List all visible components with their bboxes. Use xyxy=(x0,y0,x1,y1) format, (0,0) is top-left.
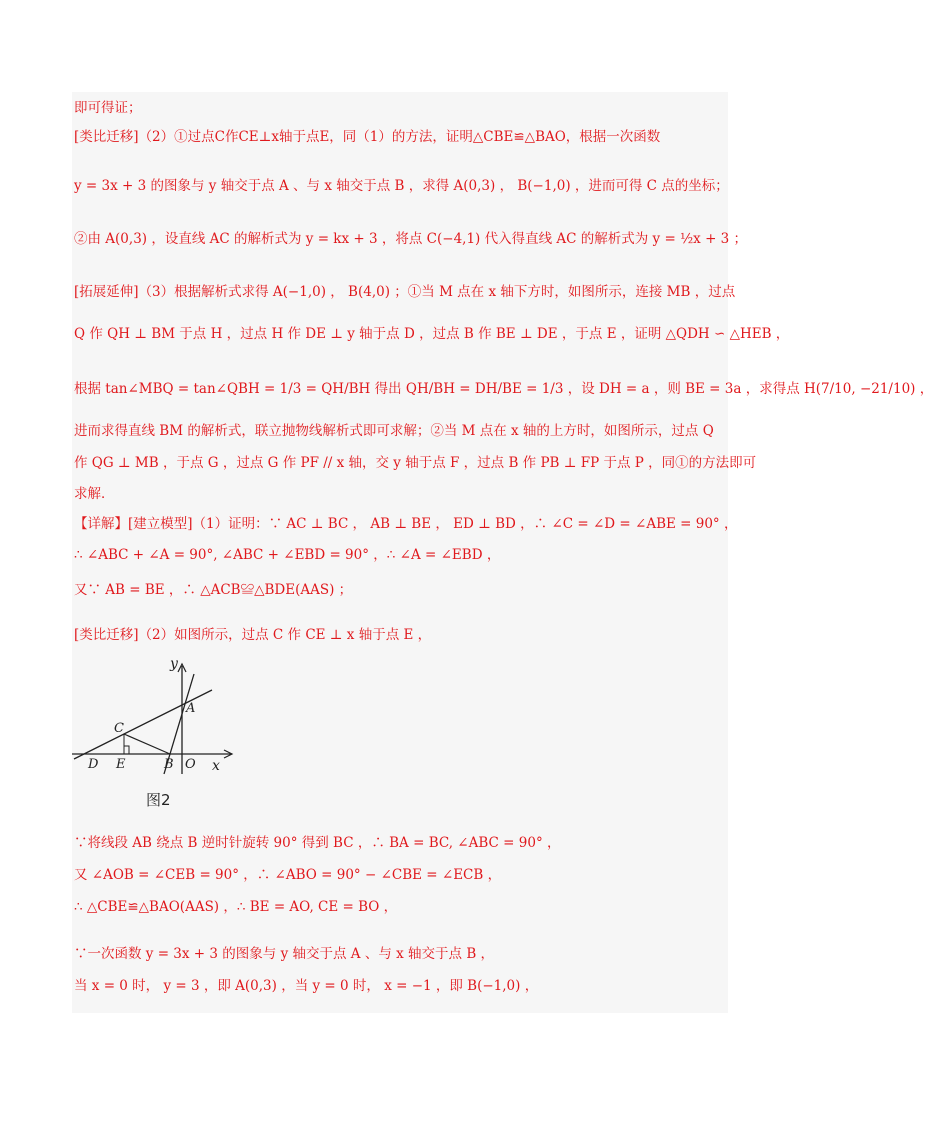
text-line: 当 x = 0 时， y = 3 ，即 A(0,3) ，当 y = 0 时， x = −1 ，即 B(−1,0) ， xyxy=(74,978,539,994)
text-line: ∴ ∠ABC + ∠A = 90°, ∠ABC + ∠EBD = 90° ，∴ ∠A = ∠EBD ， xyxy=(74,547,501,563)
text-line: Q 作 QH ⊥ BM 于点 H ，过点 H 作 DE ⊥ y 轴于点 D ，过点 B 作 BE ⊥ DE ，于点 E ，证明 △QDH ∽ △HEB ， xyxy=(74,326,790,342)
label-a: A xyxy=(186,701,196,716)
text-line: [拓展延伸]（3）根据解析式求得 A(−1,0) ， B(4,0) ；①当 M 点在 x 轴下方时，如图所示，连接 MB ，过点 xyxy=(74,284,736,300)
text-line: 又 ∠AOB = ∠CEB = 90° ，∴ ∠ABO = 90° − ∠CBE = ∠ECB ， xyxy=(74,867,502,883)
text-line: 求解． xyxy=(74,486,115,502)
text-line: 进而求得直线 BM 的解析式，联立抛物线解析式即可求解；②当 M 点在 x 轴的上方时，如图所示，过点 Q xyxy=(74,423,714,439)
text-line: [类比迁移]（2）①过点C作CE⊥x轴于点E，同（1）的方法，证明△CBE≌△BAO，根据一次函数 xyxy=(74,129,661,145)
text-line: ∴ △CBE≌△BAO(AAS) ，∴ BE = AO, CE = BO ， xyxy=(74,899,398,915)
label-d: D xyxy=(88,757,99,772)
label-x: x xyxy=(212,758,220,774)
text-line: ②由 A(0,3) ，设直线 AC 的解析式为 y = kx + 3 ，将点 C(−4,1) 代入得直线 AC 的解析式为 y = ½x + 3 ； xyxy=(74,231,748,247)
right-angle-mark xyxy=(124,746,129,754)
text-line: y = 3x + 3 的图象与 y 轴交于点 A 、与 x 轴交于点 B ，求得 A(0,3) ， B(−1,0) ，进而可得 C 点的坐标； xyxy=(74,178,729,194)
text-line: ∵将线段 AB 绕点 B 逆时针旋转 90° 得到 BC ，∴ BA = BC, ∠ABC = 90° ， xyxy=(74,835,561,851)
label-e: E xyxy=(116,757,126,772)
text-line: 根据 tan∠MBQ = tan∠QBH = 1/3 = QH/BH 得出 QH/BH = DH/BE = 1/3 ，设 DH = a ，则 BE = 3a ，求得点 H(7/10, −21/10) ， xyxy=(74,381,933,397)
text-line: 即可得证； xyxy=(74,100,142,116)
text-line: 又∵ AB = BE ，∴ △ACB≌△BDE(AAS) ； xyxy=(74,582,353,598)
text-line: 作 QG ⊥ MB ，于点 G ，过点 G 作 PF // x 轴，交 y 轴于点 F ，过点 B 作 PB ⊥ FP 于点 P ，同①的方法即可 xyxy=(74,455,757,471)
segment-cb xyxy=(124,734,170,754)
label-c: C xyxy=(114,721,124,736)
text-line: ∵一次函数 y = 3x + 3 的图象与 y 轴交于点 A 、与 x 轴交于点 B ， xyxy=(74,946,495,962)
label-b: B xyxy=(164,757,174,772)
text-line: 【详解】[建立模型]（1）证明：∵ AC ⊥ BC ， AB ⊥ BE ， ED ⊥ BD ，∴ ∠C = ∠D = ∠ABE = 90° ， xyxy=(74,516,738,532)
label-o: O xyxy=(185,757,196,772)
label-y: y xyxy=(170,656,178,672)
text-line: [类比迁移]（2）如图所示，过点 C 作 CE ⊥ x 轴于点 E ， xyxy=(74,627,432,643)
figure-caption: 图2 xyxy=(146,791,171,809)
